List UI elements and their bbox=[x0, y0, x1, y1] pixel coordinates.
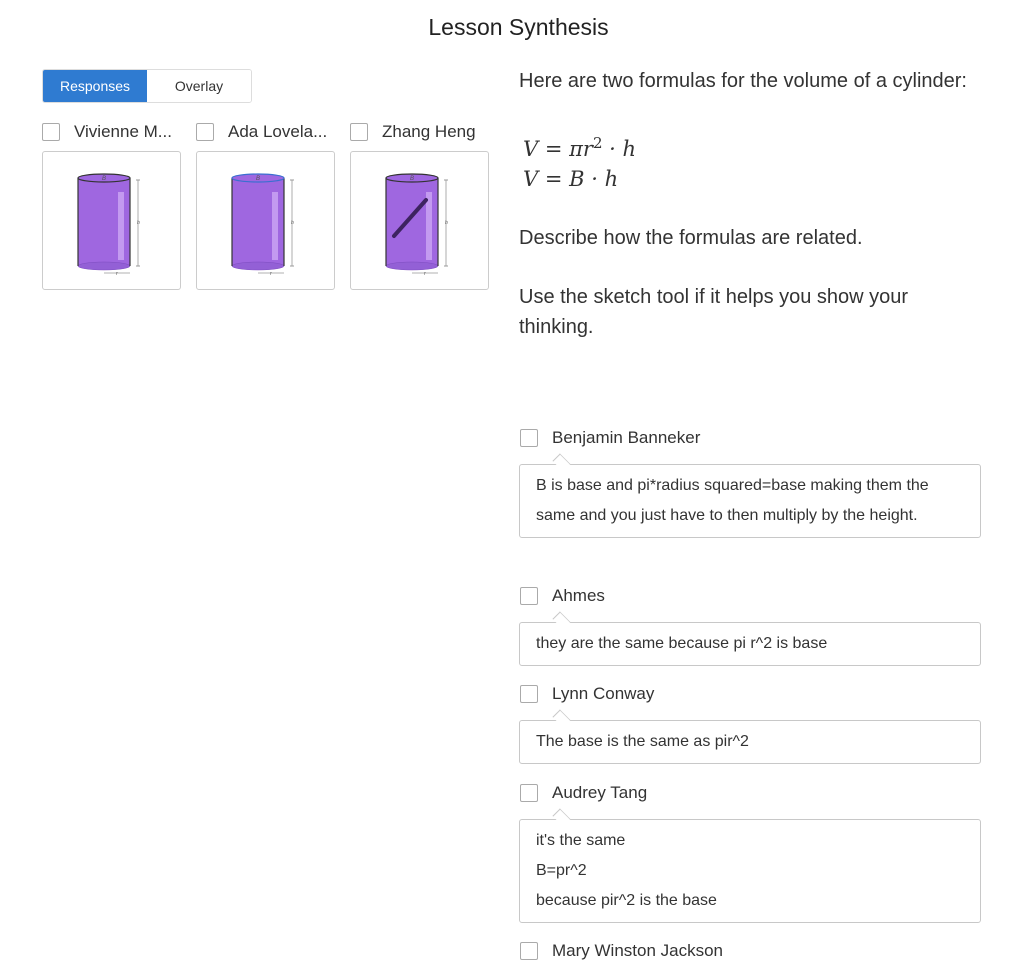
response-line: it's the same bbox=[536, 832, 626, 849]
height-label: h bbox=[290, 219, 294, 226]
prompt bbox=[519, 66, 979, 342]
response-line: they are the same because pi r^2 is base bbox=[536, 635, 828, 652]
response-text bbox=[519, 464, 981, 538]
response-student bbox=[520, 683, 981, 705]
sketch-student bbox=[196, 121, 335, 143]
cylinder-sketch bbox=[370, 166, 470, 276]
prompt-question: Describe how the formulas are related. bbox=[519, 227, 863, 249]
formula-2: V = B · h bbox=[523, 167, 619, 191]
formulas bbox=[523, 128, 979, 194]
response-text bbox=[519, 720, 981, 764]
response-student bbox=[520, 585, 981, 607]
base-label: B bbox=[409, 175, 414, 182]
response-item bbox=[519, 683, 981, 764]
student-name: Mary Winston Jackson bbox=[552, 941, 723, 960]
view-tabs bbox=[42, 69, 252, 103]
radius-label: r bbox=[269, 270, 272, 276]
student-name: Benjamin Banneker bbox=[552, 428, 701, 447]
response-student bbox=[520, 427, 981, 449]
response-student bbox=[520, 782, 981, 804]
response-line: B is base and pi*radius squared=base making them the same and you just have to then multiply by the height. bbox=[536, 477, 929, 524]
checkbox[interactable] bbox=[196, 123, 214, 141]
response-text bbox=[519, 819, 981, 923]
cylinder-sketch bbox=[216, 166, 316, 276]
checkbox[interactable] bbox=[350, 123, 368, 141]
checkbox[interactable] bbox=[520, 784, 538, 802]
student-name: Zhang Heng bbox=[382, 122, 476, 141]
checkbox[interactable] bbox=[520, 942, 538, 960]
base-label: B bbox=[255, 175, 260, 182]
tab-responses[interactable]: Responses bbox=[43, 70, 147, 102]
sketch-card bbox=[196, 121, 335, 290]
page-title: Lesson Synthesis bbox=[428, 14, 609, 40]
height-label: h bbox=[136, 219, 140, 226]
sketch-card bbox=[42, 121, 181, 290]
student-name: Ahmes bbox=[552, 586, 605, 605]
radius-label: r bbox=[115, 270, 118, 276]
checkbox[interactable] bbox=[520, 429, 538, 447]
checkbox[interactable] bbox=[42, 123, 60, 141]
sketch-card bbox=[350, 121, 489, 290]
response-item bbox=[519, 782, 981, 923]
student-name: Vivienne M... bbox=[74, 122, 172, 141]
student-name: Audrey Tang bbox=[552, 783, 648, 802]
formula-1: $V = \pi r^2 \cdot h$ bbox=[523, 134, 637, 161]
sketch-thumbnail[interactable] bbox=[196, 151, 335, 290]
sketch-student bbox=[350, 121, 489, 143]
prompt-hint: Use the sketch tool if it helps you show your thinking. bbox=[519, 286, 909, 338]
response-line: because pir^2 is the base bbox=[536, 892, 717, 909]
tab-overlay[interactable]: Overlay bbox=[147, 70, 251, 102]
sketch-student bbox=[42, 121, 181, 143]
response-item bbox=[519, 427, 981, 538]
response-line: The base is the same as pir^2 bbox=[536, 733, 749, 750]
student-name: Lynn Conway bbox=[552, 684, 655, 703]
base-label: B bbox=[101, 175, 106, 182]
height-label: h bbox=[444, 219, 448, 226]
response-line: B=pr^2 bbox=[536, 862, 587, 879]
cylinder-sketch bbox=[62, 166, 162, 276]
sketch-thumbnail[interactable] bbox=[350, 151, 489, 290]
radius-label: r bbox=[423, 270, 426, 276]
prompt-intro: Here are two formulas for the volume of a cylinder: bbox=[519, 70, 967, 92]
sketch-thumbnail[interactable] bbox=[42, 151, 181, 290]
response-text bbox=[519, 622, 981, 666]
student-name: Ada Lovela... bbox=[228, 122, 328, 141]
response-item bbox=[519, 585, 981, 666]
checkbox[interactable] bbox=[520, 587, 538, 605]
checkbox[interactable] bbox=[520, 685, 538, 703]
